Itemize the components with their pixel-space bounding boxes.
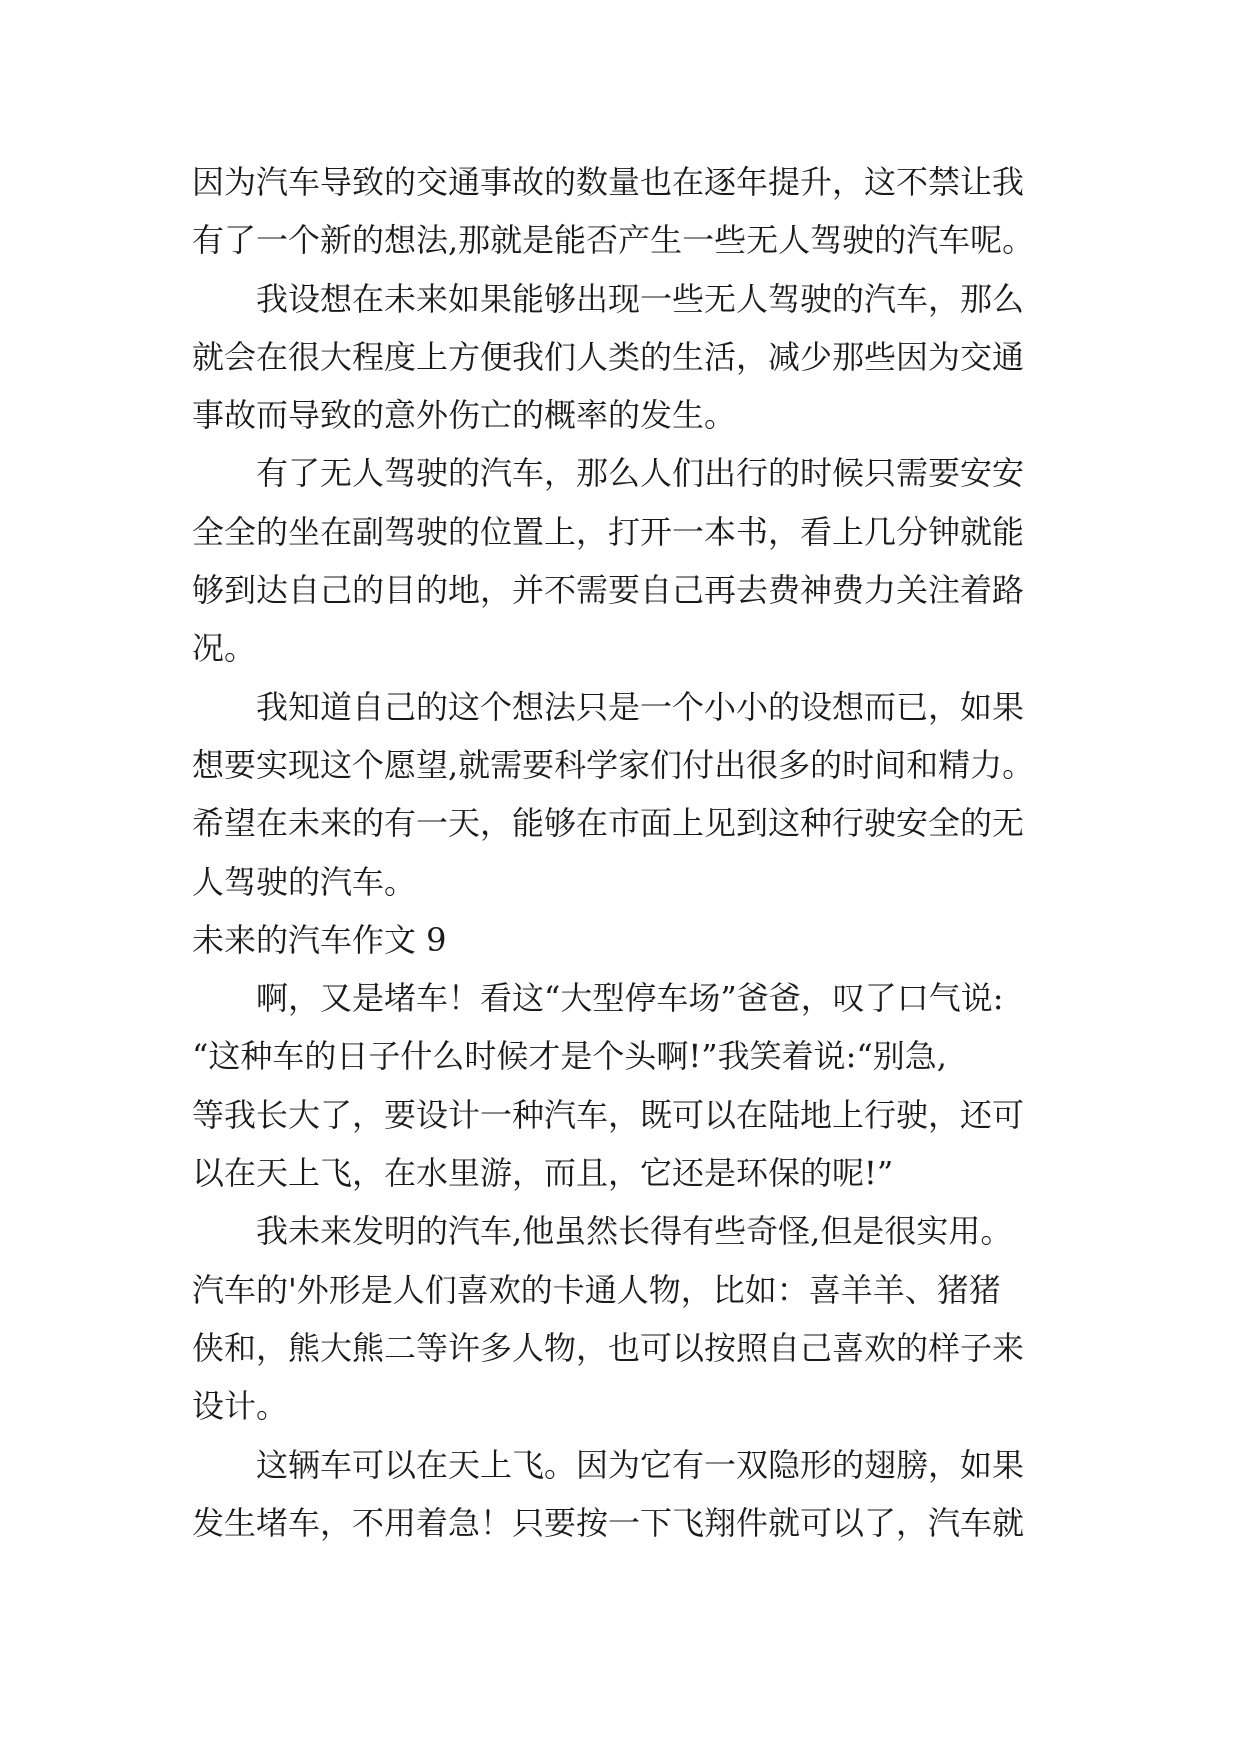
text-line: 发生堵车，不用着急！只要按一下飞翔件就可以了，汽车就 — [192, 1503, 1025, 1542]
text-line: 事故而导致的意外伤亡的概率的发生。 — [192, 396, 737, 435]
text-line: 够到达自己的目的地，并不需要自己再去费神费力关注着路 — [192, 571, 1025, 610]
text-line: 因为汽车导致的交通事故的数量也在逐年提升，这不禁让我 — [192, 163, 1025, 201]
text-line: 全全的坐在副驾驶的位置上，打开一本书，看上几分钟就能 — [192, 512, 1025, 551]
text-line: 有了一个新的想法,那就是能否产生一些无人驾驶的汽车呢。 — [192, 221, 1035, 260]
section-heading: 未来的汽车作文 9 — [192, 920, 447, 959]
paragraph-first-line: 我未来发明的汽车,他虽然长得有些奇怪,但是很实用。 — [256, 1212, 1013, 1251]
paragraph-first-line: 我设想在未来如果能够出现一些无人驾驶的汽车，那么 — [256, 279, 1025, 318]
text-line: 人驾驶的汽车。 — [192, 862, 417, 901]
text-line: “这种车的日子什么时候才是个头啊!”我笑着说:“别急, — [192, 1037, 947, 1076]
essay-body — [192, 162, 1092, 1561]
text-line: 侠和，熊大熊二等许多人物，也可以按照自己喜欢的样子来 — [192, 1328, 1025, 1367]
text-line: 等我长大了，要设计一种汽车，既可以在陆地上行驶，还可 — [192, 1095, 1025, 1134]
paragraph-first-line: 我知道自己的这个想法只是一个小小的设想而已，如果 — [256, 687, 1025, 726]
text-line: 想要实现这个愿望,就需要科学家们付出很多的时间和精力。 — [192, 745, 1035, 784]
paragraph-first-line: 有了无人驾驶的汽车，那么人们出行的时候只需要安安 — [256, 454, 1025, 493]
paragraph-first-line: 这辆车可以在天上飞。因为它有一双隐形的翅膀，如果 — [256, 1445, 1025, 1484]
text-line: 就会在很大程度上方便我们人类的生活，减少那些因为交通 — [192, 337, 1025, 376]
text-line: 以在天上飞，在水里游，而且，它还是环保的呢!” — [192, 1154, 894, 1193]
paragraph-first-line: 啊，又是堵车！看这“大型停车场”爸爸，叹了口气说: — [256, 979, 1004, 1018]
text-line: 况。 — [192, 629, 257, 668]
text-line: 汽车的'外形是人们喜欢的卡通人物，比如：喜羊羊、猪猪 — [192, 1270, 1001, 1309]
text-line: 希望在未来的有一天，能够在市面上见到这种行驶安全的无 — [192, 804, 1025, 843]
text-line: 设计。 — [192, 1387, 289, 1426]
